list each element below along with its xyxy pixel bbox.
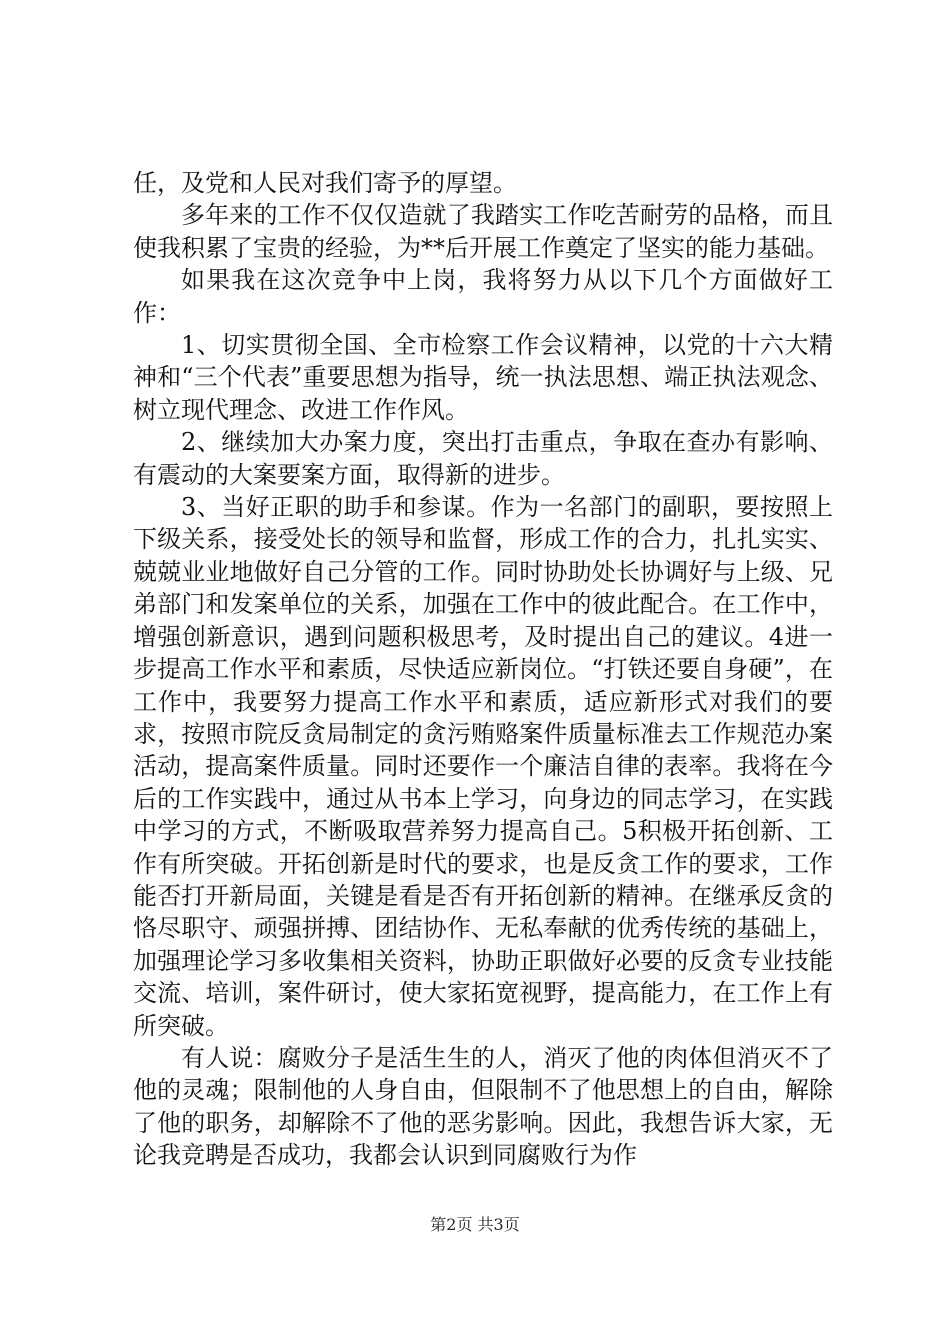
- document-body: [133, 167, 833, 1172]
- paragraph-continuation: 任，及党和人民对我们寄予的厚望。: [133, 169, 517, 197]
- page-number-footer: 第2页 共3页: [430, 1215, 520, 1234]
- paragraph-point-2: 2、继续加大办案力度，突出打击重点，争取在查办有影响、有震动的大案要案方面，取得新的进步。: [133, 428, 833, 489]
- paragraph-point-1: 1、切实贯彻全国、全市检察工作会议精神，以党的十六大精神和“三个代表”重要思想为指导，统一执法思想、端正执法观念、树立现代理念、改进工作作风。: [133, 331, 833, 424]
- paragraph-experience: 多年来的工作不仅仅造就了我踏实工作吃苦耐劳的品格，而且使我积累了宝贵的经验，为**后开展工作奠定了坚实的能力基础。: [133, 201, 833, 262]
- paragraph-closing: 有人说：腐败分子是活生生的人，消灭了他的肉体但消灭不了他的灵魂；限制他的人身自由，但限制不了他思想上的自由，解除了他的职务，却解除不了他的恶劣影响。因此，我想告诉大家，无论我竞聘是否成功，我都会认识到同腐败行为作: [133, 1043, 833, 1170]
- paragraph-point-3: 3、当好正职的助手和参谋。作为一名部门的副职，要按照上下级关系，接受处长的领导和监督，形成工作的合力，扎扎实实、兢兢业业地做好自己分管的工作。同时协助处长协调好与上级、兄弟部门和发案单位的关系，加强在工作中的彼此配合。在工作中，增强创新意识，遇到问题积极思考，及时提出自己的建议。4进一步提高工作水平和素质，尽快适应新岗位。“打铁还要自身硬”，在工作中，我要努力提高工作水平和素质，适应新形式对我们的要求，按照市院反贪局制定的贪污贿赂案件质量标准去工作规范办案活动，提高案件质量。同时还要作一个廉洁自律的表率。我将在今后的工作实践中，通过从书本上学习，向身边的同志学习，在实践中学习的方式，不断吸取营养努力提高自己。5积极开拓创新、工作有所突破。开拓创新是时代的要求，也是反贪工作的要求，工作能否打开新局面，关键是看是否有开拓创新的精神。在继承反贪的恪尽职守、顽强拼搏、团结协作、无私奉献的优秀传统的基础上，加强理论学习多收集相关资料，协助正职做好必要的反贪专业技能交流、培训，案件研讨，使大家拓宽视野，提高能力，在工作上有所突破。: [133, 493, 833, 1040]
- paragraph-plan-intro: 如果我在这次竞争中上岗，我将努力从以下几个方面做好工作：: [133, 266, 833, 327]
